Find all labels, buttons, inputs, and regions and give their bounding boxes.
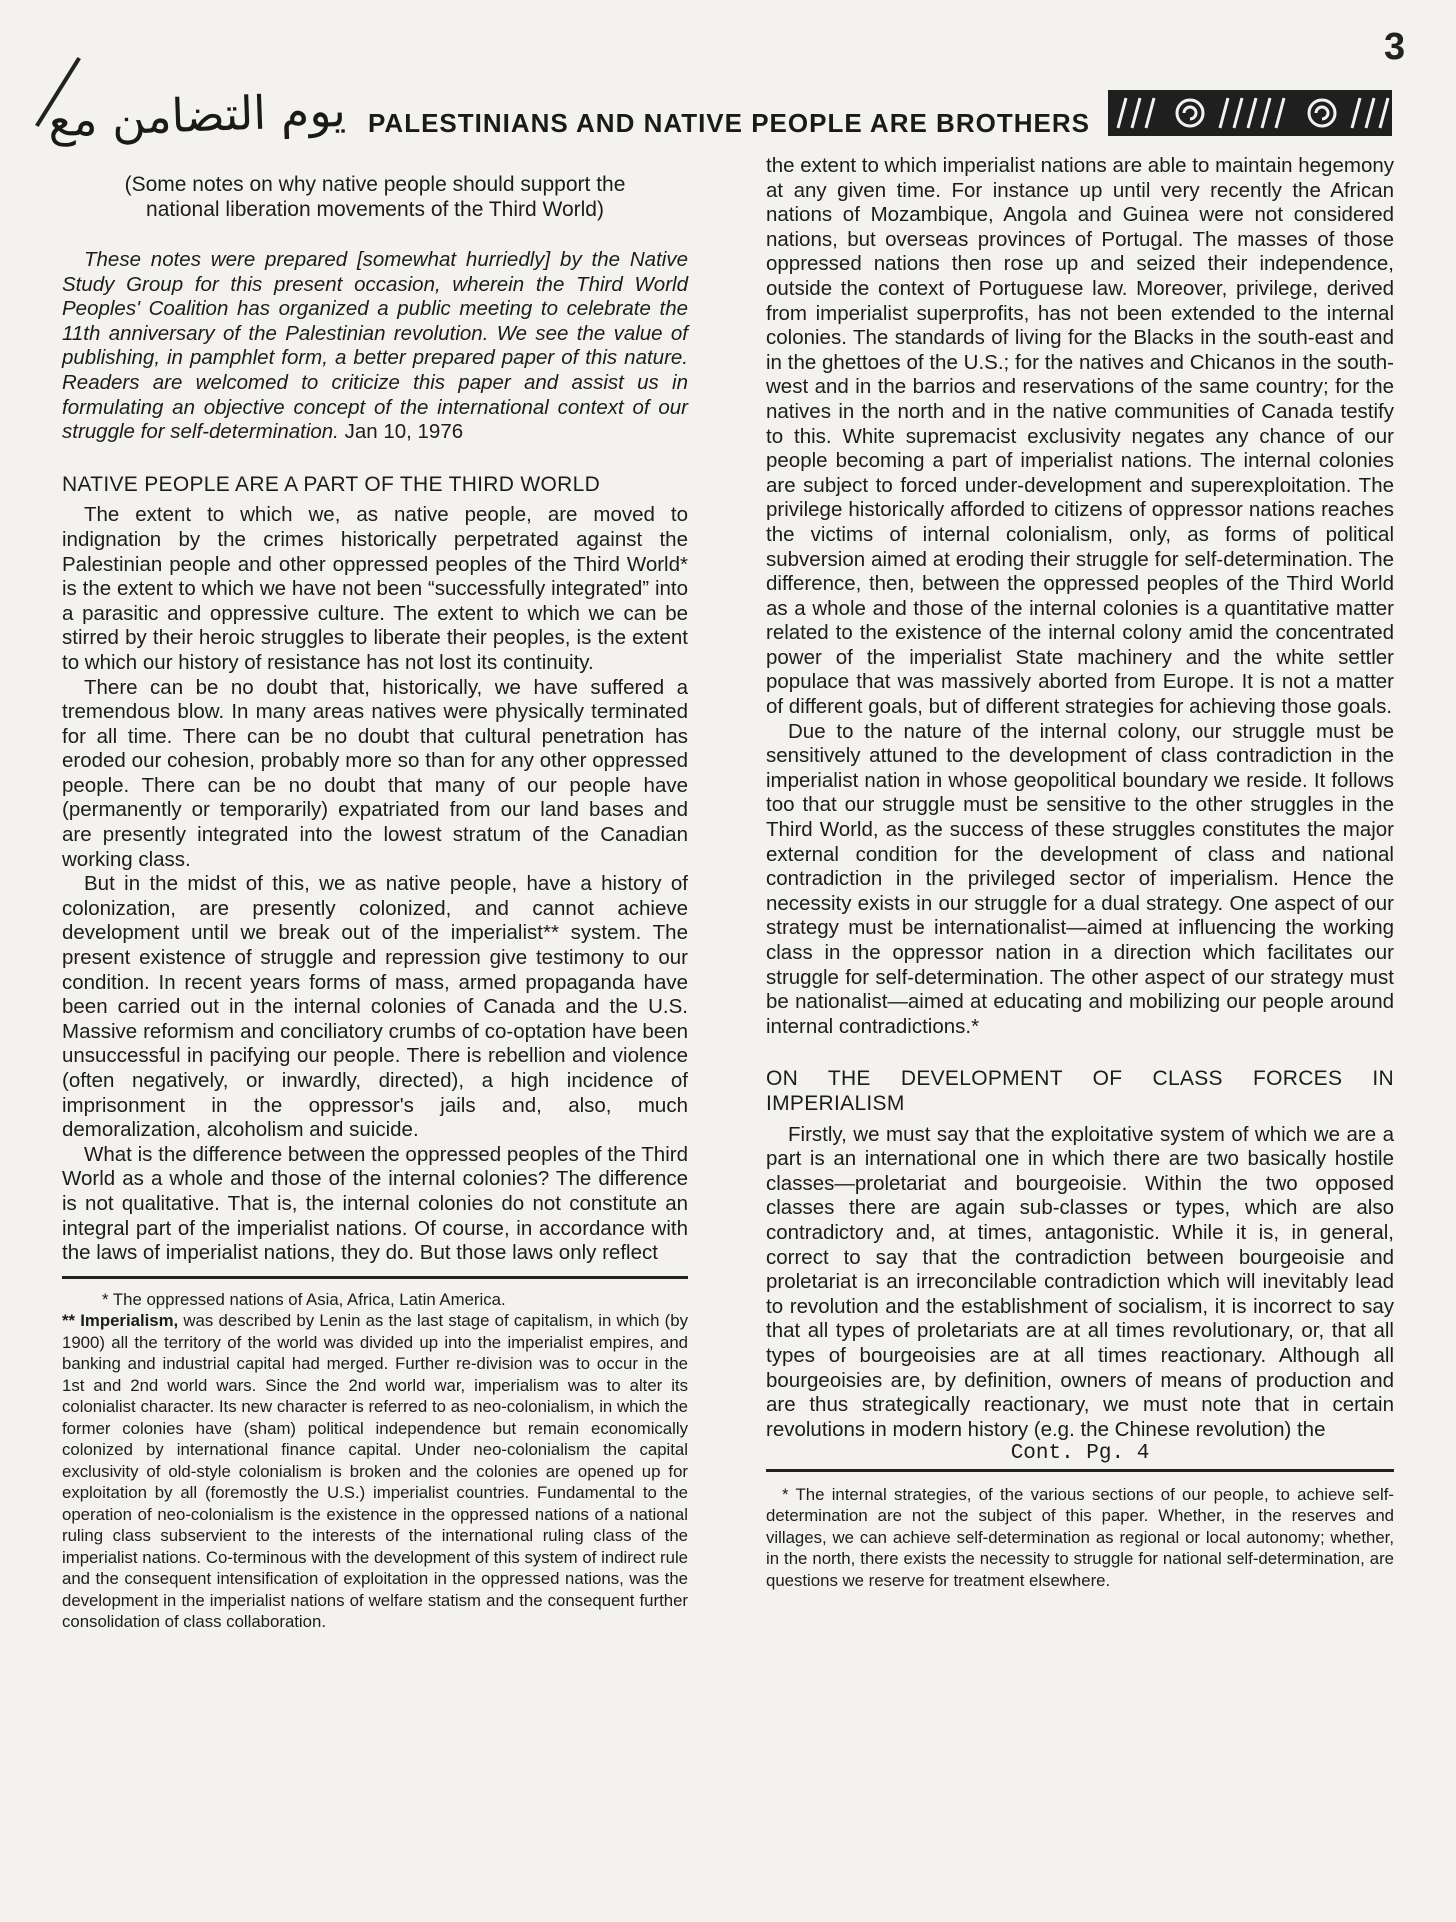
footnote-internal-strategies: * The internal strategies, of the various sections of our people, to achieve self-determination are not the subject of this paper. Whether, in the reserves and villages, we can achieve self-determination as regional or local autonomy; whether, in the north, there exists the necessity to struggle for national self-determination, are questions we reserve for treatment elsewhere.: [766, 1484, 1394, 1590]
subtitle: (Some notes on why native people should support the national liberation movements of the Third World): [124, 173, 626, 221]
intro-date: Jan 10, 1976: [344, 420, 464, 444]
paragraph: Due to the nature of the internal colony, our struggle must be sensitively attuned to the development of class contradiction in the imperialist nation in whose geopolitical boundary we reside. It follows too that our struggle must be sensitive to the other struggles in the Third World, as the success of these struggles constitutes the major external condition for the development of class and national contradiction in the privileged sector of imperialism. Hence the necessity exists in our struggle for a dual strategy. One aspect of our strategy must be internationalist—aimed at influencing the working class in the oppressor nation in a direction which facilitates our struggle for self-determination. The other aspect of our strategy must be nationalist—aimed at educating and mobilizing our people around internal contradictions.*: [766, 719, 1394, 1038]
intro-note: [62, 248, 688, 445]
left-column: [62, 172, 688, 1633]
section-heading-third-world: NATIVE PEOPLE ARE A PART OF THE THIRD WORLD: [62, 472, 601, 496]
footnote-divider: [766, 1469, 1394, 1472]
footnote-term: ** Imperialism,: [62, 1311, 179, 1331]
paragraph: Firstly, we must say that the exploitative system of which we are a part is an international one in which there are two basically hostile classes—proletariat and bourgeoisie. Within the two opposed classes there are again sub-classes or types, which are also contradictory and, at times, antagonistic. While it is, in general, correct to say that the contradiction between bourgeoisie and proletariat is an irreconcilable contradiction which will inevitably lead to revolution and the establishment of socialism, it is incorrect to say that all types of proletariats are at all times revolutionary, or, that all types of bourgeoisies are at all times reactionary. Although all bourgeoisies are, by definition, owners of means of production and are thus strategically reactionary, we must note that in certain revolutions in modern history (e.g. the Chinese revolution) the: [766, 1122, 1394, 1441]
footnote-third-world: * The oppressed nations of Asia, Africa, Latin America.: [102, 1289, 506, 1309]
arabic-title: يوم التضامن مع: [47, 82, 347, 148]
footnote-divider: [62, 1276, 688, 1279]
continued-note: Cont. Pg. 4: [1010, 1442, 1150, 1466]
intro-text: These notes were prepared [somewhat hurriedly] by the Native Study Group for this present occasion, wherein the Third World Peoples' Coalition has organized a public meeting to celebrate the 11th anniversary of the Palestinian revolution. We see the value of publishing, in pamphlet form, a better prepared paper of this nature. Readers are welcomed to criticize this paper and assist us in formulating an objective concept of the international context of our struggle for self-determination.: [62, 248, 688, 444]
paragraph: But in the midst of this, we as native people, have a history of colonization, are presently colonized, and cannot achieve development until we break out of the imperialist** system. The present existence of struggle and repression give testimony to our condition. In recent years forms of mass, armed propaganda have been carried out in the internal colonies of Canada and the U.S. Massive reformism and conciliatory crumbs of co-optation have been unsuccessful in pacifying our people. There is rebellion and violence (often negatively, or inwardly, directed), a high incidence of imprisonment in the oppressor's jails and, also, much demoralization, alcoholism and suicide.: [62, 872, 688, 1142]
right-column: [766, 154, 1394, 1591]
headline: PALESTINIANS AND NATIVE PEOPLE ARE BROTHERS: [368, 108, 1090, 138]
footnote-imperialism: [62, 1310, 688, 1633]
decorative-band: [1108, 90, 1392, 136]
paragraph: The extent to which we, as native people, are moved to indignation by the crimes historically perpetrated against the Palestinian people and other oppressed peoples of the Third World* is the extent to which we have not been “successfully integrated” into a parasitic and oppressive culture. The extent to which we can be stirred by their heroic struggles to liberate their peoples, is the extent to which our history of resistance has not lost its continuity.: [62, 503, 688, 674]
page-number: 3: [1384, 26, 1406, 68]
paragraph: the extent to which imperialist nations are able to maintain hegemony at any given time. For instance up until very recently the African nations of Mozambique, Angola and Guinea were not considered nations, but overseas provinces of Portugal. The masses of those oppressed nations then rose up and seized their independence, outside the context of Portuguese law. Moreover, privilege, derived from imperialist superprofits, has not been extended to the internal colonies. The standards of living for the Blacks in the south-east and in the ghettoes of the U.S.; for the natives and Chicanos in the south-west and in the barrios and reservations of the same country; for the natives in the north and in the native communities of Canada testify to this. White supremacist exclusivity negates any chance of our people becoming a part of imperialist nations. The internal colonies are subject to forced under-development and superexploitation. The privilege historically afforded to citizens of oppressor nations reaches the victims of internal colonialism, only, as forms of political subversion aimed at eroding their struggle for self-determination. The difference, then, between the oppressed peoples of the Third World as a whole and those of the internal colonies is a quantitative matter related to the existence of the internal colony amid the concentrated power of the imperialist State machinery and the white settler populace that was massively aborted from Europe. It is not a matter of different goals, but of different strategies for achieving those goals.: [766, 154, 1394, 719]
paragraph: What is the difference between the oppressed peoples of the Third World as a whole and those of the internal colonies? The difference is not qualitative. That is, the internal colonies do not constitute an integral part of the imperialist nations. Of course, in accordance with the laws of imperialist nations, they do. But those laws only reflect: [62, 1142, 688, 1265]
section-heading-class-forces: ON THE DEVELOPMENT OF CLASS FORCES IN IMPERIALISM: [766, 1067, 1394, 1115]
paragraph: There can be no doubt that, historically, we have suffered a tremendous blow. In many areas natives were physically terminated for all time. There can be no doubt that cultural penetration has eroded our cohesion, probably more so than for any other oppressed people. There can be no doubt that many of our people have (permanently or temporarily) expatriated from our land bases and are presently integrated into the lowest stratum of the Canadian working class.: [62, 675, 688, 871]
footnote-body: was described by Lenin as the last stage of capitalism, in which (by 1900) all the territory of the world was divided up into the imperialist empires, and banking and industrial capital had merged. Further re-division was to occur in the 1st and 2nd world wars. Since the 2nd world war, imperialism was to alter its colonialist character. Its new character is referred to as neo-colonialism, in which the former colonies have (sham) political independence but remain economically colonized by international finance capital. Under neo-colonialism the capital exclusivity of old-style colonialism is broken and the colonies are opened up for exploitation by all (foremostly the U.S.) imperialist countries. Fundamental to the operation of neo-colonialism is the existence in the oppressed nations of a national ruling class subservient to the interests of the international ruling class of the imperialist nations. Co-terminous with the development of this system of indirect rule and the consequent intensification of exploitation in the oppressed nations, was the development in the imperialist nations of welfare statism and the consequent further consolidation of class collaboration.: [62, 1311, 688, 1632]
